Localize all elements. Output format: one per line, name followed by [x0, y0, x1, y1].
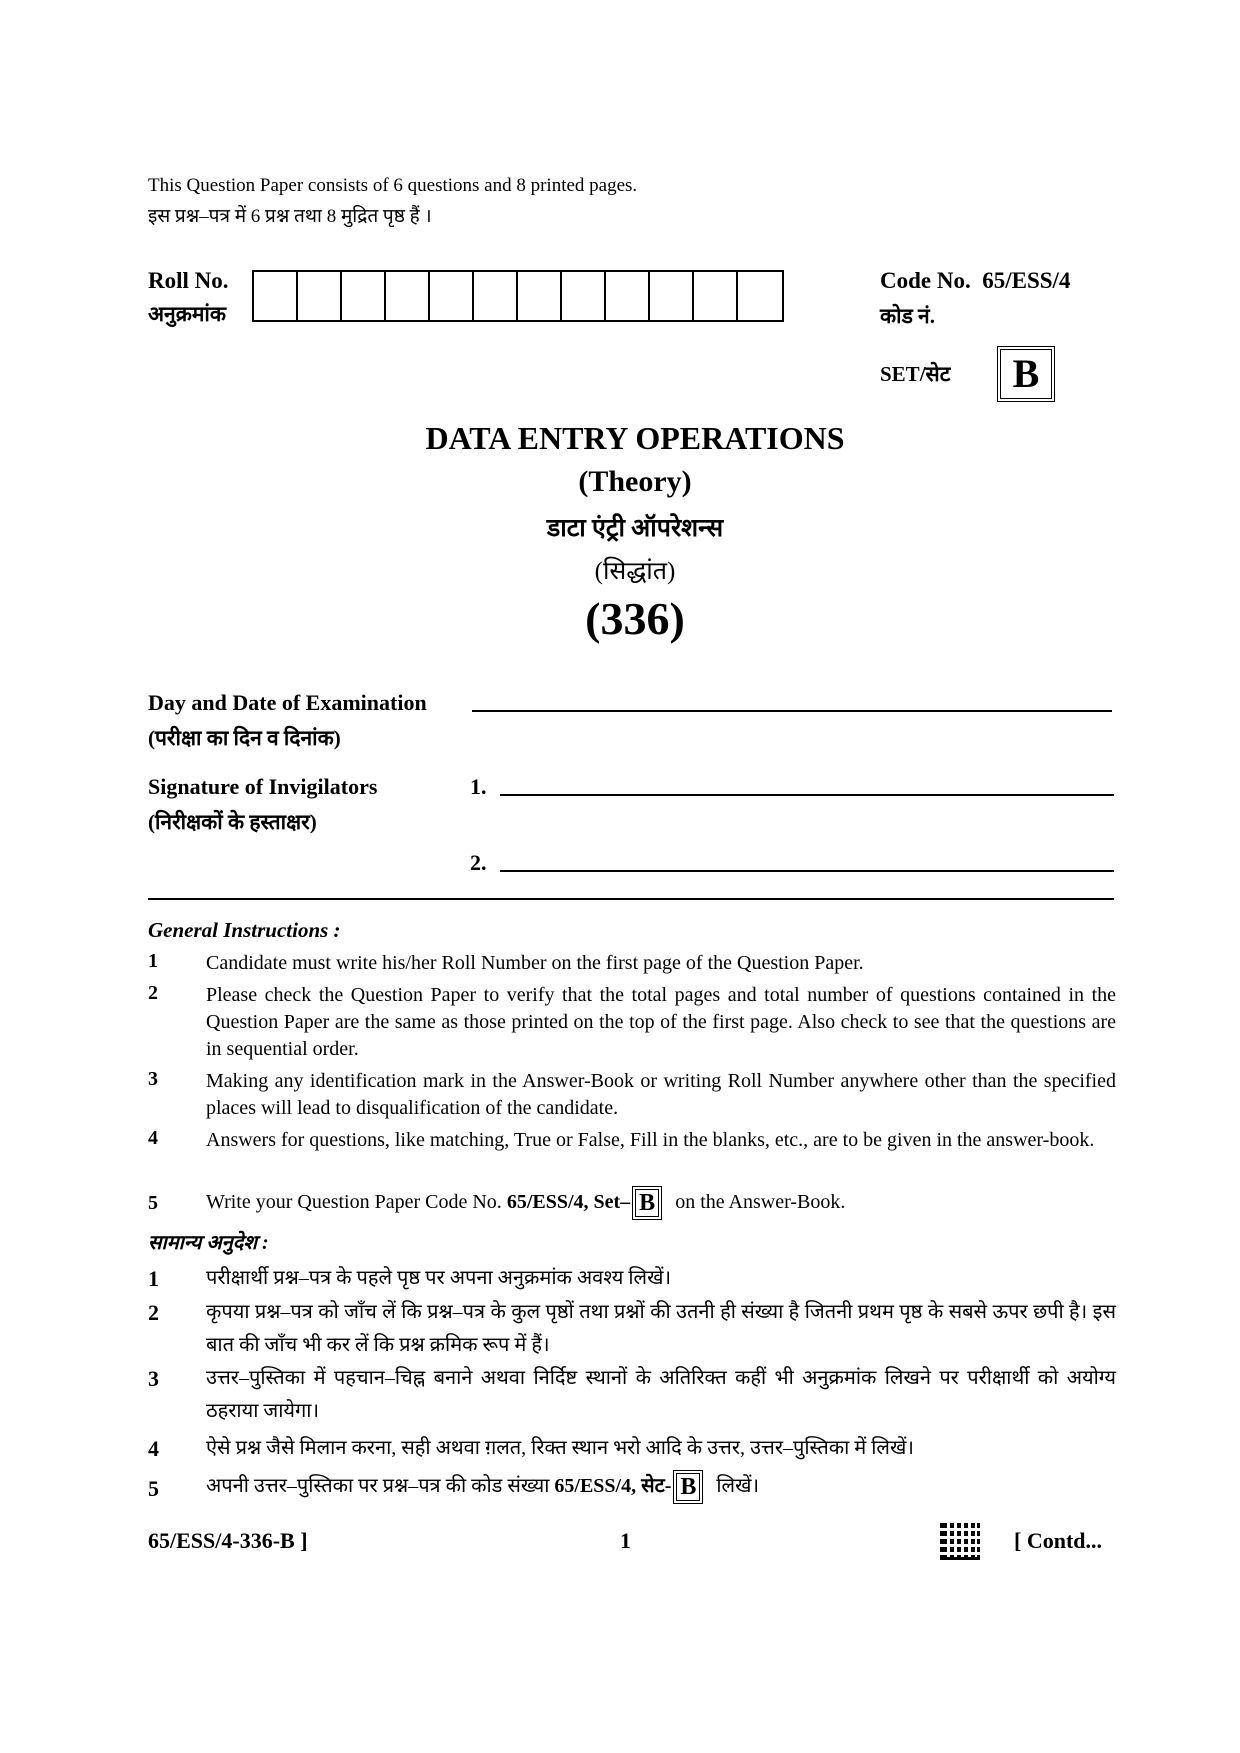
instr-en-5-set-box: B: [632, 1186, 662, 1220]
instr-hi-4-text: ऐसे प्रश्न जैसे मिलान करना, सही अथवा ग़लत, रिक्त स्थान भरो आदि के उत्तर, उत्तर–पुस्तिका में लिखें।: [206, 1437, 914, 1459]
instr-hi-5-set-box: B: [673, 1470, 703, 1504]
roll-number-box[interactable]: [694, 272, 738, 320]
day-date-label: Day and Date of Examination: [148, 690, 427, 715]
roll-number-box[interactable]: [738, 272, 782, 320]
set-box: B: [997, 346, 1055, 402]
code-label: Code No. 65/ESS/4: [880, 268, 1071, 293]
instr-en-1-num: 1: [148, 950, 158, 972]
roll-number-box[interactable]: [254, 272, 298, 320]
subject-code: (336): [585, 593, 685, 644]
roll-label-hi: अनुक्रमांक: [148, 302, 226, 326]
instr-en-4-text: Answers for questions, like matching, True or False, Fill in the blanks, etc., are to be given in the answer-book.: [206, 1129, 1095, 1151]
roll-number-box[interactable]: [518, 272, 562, 320]
title-hi-sub: (सिद्धांत): [594, 558, 676, 585]
signature-label-hi: (निरीक्षकों के हस्ताक्षर): [148, 810, 317, 834]
footer-page-number: 1: [620, 1528, 631, 1553]
instr-en-3-num: 3: [148, 1068, 158, 1090]
footer-paper-code: 65/ESS/4-336-B ]: [148, 1528, 308, 1553]
signature-2-line[interactable]: [500, 870, 1114, 872]
instr-en-4-num: 4: [148, 1127, 158, 1149]
title-en-sub: (Theory): [578, 465, 692, 498]
instr-hi-5-text: अपनी उत्तर–पुस्तिका पर प्रश्न–पत्र की कोड संख्या 65/ESS/4, सेट- B लिखें।: [206, 1468, 759, 1504]
qr-code-icon: [940, 1520, 980, 1560]
roll-number-box[interactable]: [474, 272, 518, 320]
day-date-label-hi: (परीक्षा का दिन व दिनांक): [148, 726, 341, 750]
signature-1-line[interactable]: [500, 794, 1114, 796]
instr-en-1-text: Candidate must write his/her Roll Number on the first page of the Question Paper.: [206, 952, 864, 974]
signature-2-num: 2.: [470, 850, 487, 875]
footer-contd: [ Contd...: [1014, 1528, 1103, 1553]
day-date-line[interactable]: [472, 710, 1112, 712]
roll-number-box[interactable]: [430, 272, 474, 320]
general-instructions-heading: General Instructions :: [148, 918, 341, 942]
section-divider: [148, 898, 1114, 900]
instr-hi-2-text: कृपया प्रश्न–पत्र को जाँच लें कि प्रश्न–पत्र के कुल पृष्ठों तथा प्रश्नों की उतनी ही संख्या है जितनी प्रथम पृष्ठ के सबसे ऊपर छपी है। इस बात की जाँच भी कर लें कि प्रश्न क्रमिक रूप में हैं।: [206, 1301, 1116, 1356]
code-label-hi: कोड नं.: [880, 304, 935, 328]
roll-number-box[interactable]: [386, 272, 430, 320]
title-en: DATA ENTRY OPERATIONS: [425, 420, 845, 456]
roll-number-box[interactable]: [606, 272, 650, 320]
hindi-instructions-heading: सामान्य अनुदेश :: [148, 1232, 269, 1254]
roll-number-box[interactable]: [298, 272, 342, 320]
instr-hi-4-num: 4: [148, 1436, 159, 1461]
instr-hi-3-num: 3: [148, 1366, 159, 1391]
roll-number-boxes[interactable]: [252, 270, 784, 322]
signature-1-num: 1.: [470, 774, 487, 799]
instr-en-2-text: Please check the Question Paper to verify that the total pages and total number of questions contained in the Question Paper are the same as those printed on the top of the first page. Also check to see that the questions are in sequential order.: [206, 984, 1116, 1060]
set-label: SET/सेट: [880, 362, 951, 386]
instr-en-2-num: 2: [148, 982, 158, 1004]
instr-en-5-num: 5: [148, 1192, 158, 1214]
instr-hi-1-num: 1: [148, 1266, 159, 1291]
title-hi: डाटा एंट्री ऑपरेशन्स: [546, 515, 724, 542]
roll-number-box[interactable]: [342, 272, 386, 320]
instr-en-3-text: Making any identification mark in the Answer-Book or writing Roll Number anywhere other than the specified places will lead to disqualification of the candidate.: [206, 1070, 1116, 1119]
instr-hi-3-text: उत्तर–पुस्तिका में पहचान–चिह्न बनाने अथवा निर्दिष्ट स्थानों के अतिरिक्त कहीं भी अनुक्रमांक लिखने पर परीक्षार्थी को अयोग्य ठहराया जायेगा।: [206, 1367, 1116, 1422]
signature-label: Signature of Invigilators: [148, 774, 378, 799]
header-pages-en: This Question Paper consists of 6 questions and 8 printed pages.: [148, 175, 638, 196]
roll-label-en: Roll No.: [148, 268, 229, 293]
instr-en-5-text: Write your Question Paper Code No. 65/ESS/4, Set– B on the Answer-Book.: [206, 1184, 845, 1220]
header-pages-hi: इस प्रश्न–पत्र में 6 प्रश्न तथा 8 मुद्रित पृष्ठ हैं ।: [148, 206, 432, 227]
instr-hi-1-text: परीक्षार्थी प्रश्न–पत्र के पहले पृष्ठ पर अपना अनुक्रमांक अवश्य लिखें।: [206, 1267, 672, 1289]
code-value: 65/ESS/4: [982, 268, 1071, 293]
roll-number-box[interactable]: [562, 272, 606, 320]
instr-hi-2-num: 2: [148, 1300, 159, 1325]
roll-number-box[interactable]: [650, 272, 694, 320]
instr-hi-5-num: 5: [148, 1476, 159, 1501]
